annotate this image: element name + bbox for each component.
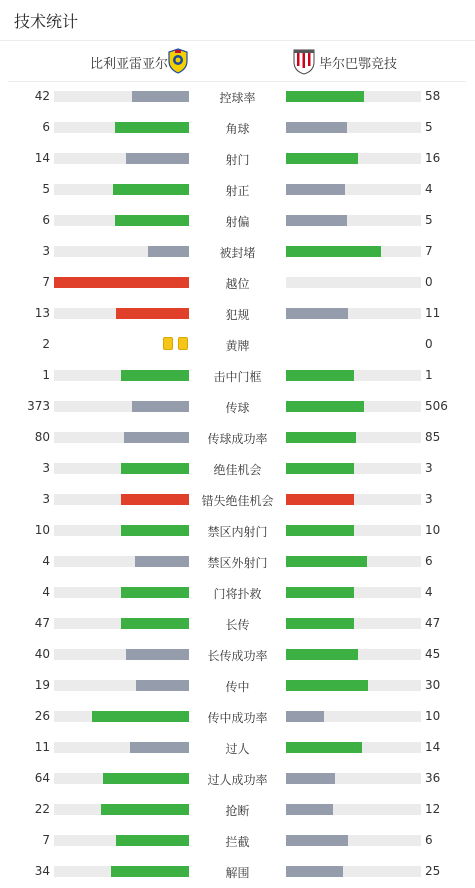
stat-row: [0, 236, 475, 267]
away-stat-bar-fill: [286, 463, 354, 474]
stat-row: [0, 391, 475, 422]
home-stat-bar-track: [54, 835, 189, 846]
home-stat-value: 11: [34, 740, 50, 754]
away-stat-value: 4: [425, 585, 433, 599]
away-stat-bar-fill: [286, 804, 333, 815]
away-stat-value: 45: [425, 647, 441, 661]
away-stat-bar-track: [286, 463, 421, 474]
stat-row: [0, 546, 475, 577]
home-stat-bar-fill: [148, 246, 189, 257]
home-stat-bar-fill: [113, 184, 189, 195]
away-stat-value: 6: [425, 833, 433, 847]
stat-label: 绝佳机会: [213, 463, 262, 477]
away-stat-bar-track: [286, 804, 421, 815]
stat-row: [0, 143, 475, 174]
home-stat-bar-fill: [126, 649, 189, 660]
away-stat-bar-track: [286, 308, 421, 319]
home-stat-bar-track: [54, 525, 189, 536]
home-stat-bar-track: [54, 587, 189, 598]
stat-label: 射门: [225, 153, 250, 167]
stat-label: 错失绝佳机会: [201, 494, 274, 508]
stat-row: [0, 174, 475, 205]
away-stat-value: 506: [425, 399, 448, 413]
away-stat-bar-track: [286, 215, 421, 226]
away-stat-bar-track: [286, 432, 421, 443]
stat-row: [0, 825, 475, 856]
home-stat-bar-fill: [121, 525, 189, 536]
stat-label: 被封堵: [219, 246, 256, 260]
stat-row: [0, 608, 475, 639]
home-stat-value: 4: [42, 585, 50, 599]
away-stat-value: 47: [425, 616, 441, 630]
stat-row: [0, 763, 475, 794]
home-stat-bar-track: [54, 556, 189, 567]
home-stat-value: 3: [42, 461, 50, 475]
home-stat-value: 13: [34, 306, 50, 320]
stat-label: 传球: [225, 401, 250, 415]
stat-label: 传中成功率: [207, 711, 268, 725]
stat-label: 禁区内射门: [207, 525, 268, 539]
home-stat-value: 2: [42, 337, 50, 351]
home-stat-value: 7: [42, 833, 50, 847]
home-stat-value: 40: [34, 647, 50, 661]
away-stat-bar-fill: [286, 153, 358, 164]
page-title: 技术统计: [14, 12, 79, 31]
home-stat-bar-track: [54, 401, 189, 412]
away-stat-bar-track: [286, 370, 421, 381]
away-stat-bar-fill: [286, 432, 356, 443]
stat-row: [0, 484, 475, 515]
away-stat-bar-track: [286, 680, 421, 691]
stat-label: 拦截: [225, 835, 250, 849]
home-stat-bar-track: [54, 649, 189, 660]
stat-row: [0, 794, 475, 825]
away-stat-bar-fill: [286, 122, 347, 133]
away-stat-bar-track: [286, 525, 421, 536]
home-stat-value: 1: [42, 368, 50, 382]
away-stat-bar-track: [286, 246, 421, 257]
home-stat-value: 6: [42, 120, 50, 134]
away-stat-bar-track: [286, 711, 421, 722]
home-stat-bar-fill: [116, 835, 189, 846]
stat-row: [0, 329, 475, 360]
away-stat-bar-track: [286, 866, 421, 877]
home-stat-bar-track: [54, 804, 189, 815]
stat-row: [0, 81, 475, 112]
home-stat-bar-track: [54, 91, 189, 102]
away-stat-value: 36: [425, 771, 441, 785]
home-stat-bar-track: [54, 246, 189, 257]
away-stat-value: 30: [425, 678, 441, 692]
home-stat-bar-fill: [121, 370, 189, 381]
away-team-name[interactable]: 毕尔巴鄂竞技: [319, 57, 398, 72]
away-stat-bar-track: [286, 277, 421, 288]
away-stat-bar-fill: [286, 494, 354, 505]
away-stat-bar-fill: [286, 246, 381, 257]
away-stat-value: 10: [425, 709, 441, 723]
away-stat-value: 25: [425, 864, 441, 878]
stat-row: [0, 298, 475, 329]
away-stat-bar-track: [286, 773, 421, 784]
away-stat-bar-fill: [286, 215, 347, 226]
home-stat-value: 64: [34, 771, 50, 785]
stat-label: 长传: [225, 618, 250, 632]
stat-label: 射偏: [225, 215, 250, 229]
home-stat-bar-fill: [115, 122, 189, 133]
home-stat-bar-track: [54, 618, 189, 629]
stat-row: [0, 453, 475, 484]
home-team-name[interactable]: 比利亚雷亚尔: [90, 57, 169, 72]
away-stat-value: 3: [425, 492, 433, 506]
home-stat-bar-track: [54, 866, 189, 877]
home-stat-bar-fill: [124, 432, 189, 443]
stat-label: 犯规: [225, 308, 250, 322]
home-stat-value: 3: [42, 492, 50, 506]
away-stat-value: 5: [425, 213, 433, 227]
stat-row: [0, 205, 475, 236]
home-stat-bar-track: [54, 153, 189, 164]
away-stat-bar-track: [286, 184, 421, 195]
villarreal-crest-icon[interactable]: [166, 48, 190, 74]
away-stat-bar-fill: [286, 370, 354, 381]
home-stat-value: 80: [34, 430, 50, 444]
home-stat-value: 7: [42, 275, 50, 289]
home-stat-value: 10: [34, 523, 50, 537]
away-stat-bar-fill: [286, 711, 324, 722]
stat-label: 抢断: [225, 804, 250, 818]
home-stat-bar-fill: [121, 463, 189, 474]
stat-row: [0, 515, 475, 546]
away-stat-bar-track: [286, 401, 421, 412]
home-stat-bar-fill: [121, 587, 189, 598]
away-stat-bar-track: [286, 742, 421, 753]
home-stat-value: 4: [42, 554, 50, 568]
stat-row: [0, 732, 475, 763]
home-stat-bar-fill: [132, 91, 189, 102]
stat-label: 角球: [225, 122, 250, 136]
away-stat-bar-fill: [286, 866, 343, 877]
home-stat-bar-fill: [130, 742, 189, 753]
home-stat-bar-fill: [121, 494, 189, 505]
home-stat-value: 3: [42, 244, 50, 258]
home-stat-value: 34: [34, 864, 50, 878]
away-stat-bar-fill: [286, 401, 364, 412]
home-stat-value: 26: [34, 709, 50, 723]
home-stat-bar-track: [54, 308, 189, 319]
away-stat-bar-fill: [286, 587, 354, 598]
home-stat-value: 373: [27, 399, 50, 413]
away-stat-value: 5: [425, 120, 433, 134]
home-stat-bar-fill: [116, 308, 189, 319]
away-stat-bar-fill: [286, 835, 348, 846]
home-stat-value: 47: [34, 616, 50, 630]
stat-label: 越位: [225, 277, 250, 291]
home-stat-bar-track: [54, 122, 189, 133]
away-stat-value: 16: [425, 151, 441, 165]
home-stat-value: 14: [34, 151, 50, 165]
stat-label: 击中门框: [213, 370, 262, 384]
home-stat-value: 22: [34, 802, 50, 816]
home-stat-value: 42: [34, 89, 50, 103]
home-stat-bar-track: [54, 432, 189, 443]
home-stat-bar-track: [54, 463, 189, 474]
stat-label: 过人: [225, 742, 250, 756]
away-stat-bar-track: [286, 556, 421, 567]
stat-row: [0, 360, 475, 391]
home-stat-value: 5: [42, 182, 50, 196]
away-stat-value: 14: [425, 740, 441, 754]
away-stat-bar-track: [286, 587, 421, 598]
away-stat-value: 3: [425, 461, 433, 475]
home-stat-bar-fill: [101, 804, 189, 815]
stat-label: 禁区外射门: [207, 556, 268, 570]
stat-row: [0, 577, 475, 608]
home-stat-value: 19: [34, 678, 50, 692]
yellow-card-icon: [163, 337, 173, 350]
stat-row: [0, 422, 475, 453]
away-stat-value: 6: [425, 554, 433, 568]
away-stat-bar-fill: [286, 742, 362, 753]
away-stat-bar-track: [286, 122, 421, 133]
home-stat-bar-track: [54, 370, 189, 381]
teams-header: [8, 41, 466, 82]
home-stat-bar-track: [54, 494, 189, 505]
home-stat-bar-track: [54, 184, 189, 195]
stat-label: 控球率: [219, 91, 256, 105]
away-stat-value: 4: [425, 182, 433, 196]
home-stat-bar-fill: [135, 556, 189, 567]
home-stat-bar-fill: [111, 866, 189, 877]
away-stat-bar-fill: [286, 556, 367, 567]
home-stat-bar-fill: [54, 277, 189, 288]
stat-row: [0, 639, 475, 670]
away-stat-bar-track: [286, 618, 421, 629]
home-stat-bar-fill: [136, 680, 189, 691]
home-stat-bar-track: [54, 773, 189, 784]
yellow-card-icon: [178, 337, 188, 350]
away-stat-value: 10: [425, 523, 441, 537]
stat-label: 解围: [225, 866, 250, 880]
stat-label: 射正: [225, 184, 250, 198]
stat-label: 传中: [225, 680, 250, 694]
home-stat-bar-fill: [126, 153, 189, 164]
stat-label: 传球成功率: [207, 432, 268, 446]
away-stat-value: 85: [425, 430, 441, 444]
away-stat-bar-fill: [286, 680, 368, 691]
home-stat-bar-track: [54, 680, 189, 691]
stat-row: [0, 670, 475, 701]
home-stat-value: 6: [42, 213, 50, 227]
away-stat-bar-fill: [286, 91, 364, 102]
stat-label: 过人成功率: [207, 773, 268, 787]
home-stat-bar-fill: [121, 618, 189, 629]
away-stat-bar-fill: [286, 308, 348, 319]
away-stat-bar-fill: [286, 618, 354, 629]
away-stat-bar-track: [286, 835, 421, 846]
away-stat-value: 1: [425, 368, 433, 382]
stat-label: 门将扑救: [213, 587, 262, 601]
away-stat-bar-fill: [286, 525, 354, 536]
away-stat-bar-fill: [286, 184, 345, 195]
stat-row: [0, 701, 475, 732]
home-stat-bar-track: [54, 277, 189, 288]
away-stat-bar-track: [286, 649, 421, 660]
header: [0, 0, 475, 41]
stat-row: [0, 267, 475, 298]
away-stat-value: 11: [425, 306, 441, 320]
home-stat-bar-fill: [132, 401, 189, 412]
stat-row: [0, 112, 475, 143]
athletic-bilbao-crest-icon[interactable]: [292, 47, 316, 75]
stat-row: [0, 856, 475, 887]
away-stat-value: 58: [425, 89, 441, 103]
away-stat-bar-track: [286, 91, 421, 102]
home-stat-bar-track: [54, 711, 189, 722]
home-stat-bar-fill: [103, 773, 189, 784]
stat-label: 长传成功率: [207, 649, 268, 663]
home-stat-bar-fill: [92, 711, 189, 722]
away-stat-bar-fill: [286, 649, 358, 660]
away-stat-bar-fill: [286, 773, 335, 784]
home-stat-bar-track: [54, 215, 189, 226]
away-stat-value: 0: [425, 275, 433, 289]
away-stat-bar-track: [286, 494, 421, 505]
away-stat-bar-track: [286, 153, 421, 164]
away-stat-value: 12: [425, 802, 441, 816]
stat-label: 黄牌: [225, 339, 250, 353]
home-stat-bar-track: [54, 742, 189, 753]
away-stat-value: 0: [425, 337, 433, 351]
away-stat-value: 7: [425, 244, 433, 258]
home-stat-bar-fill: [115, 215, 189, 226]
